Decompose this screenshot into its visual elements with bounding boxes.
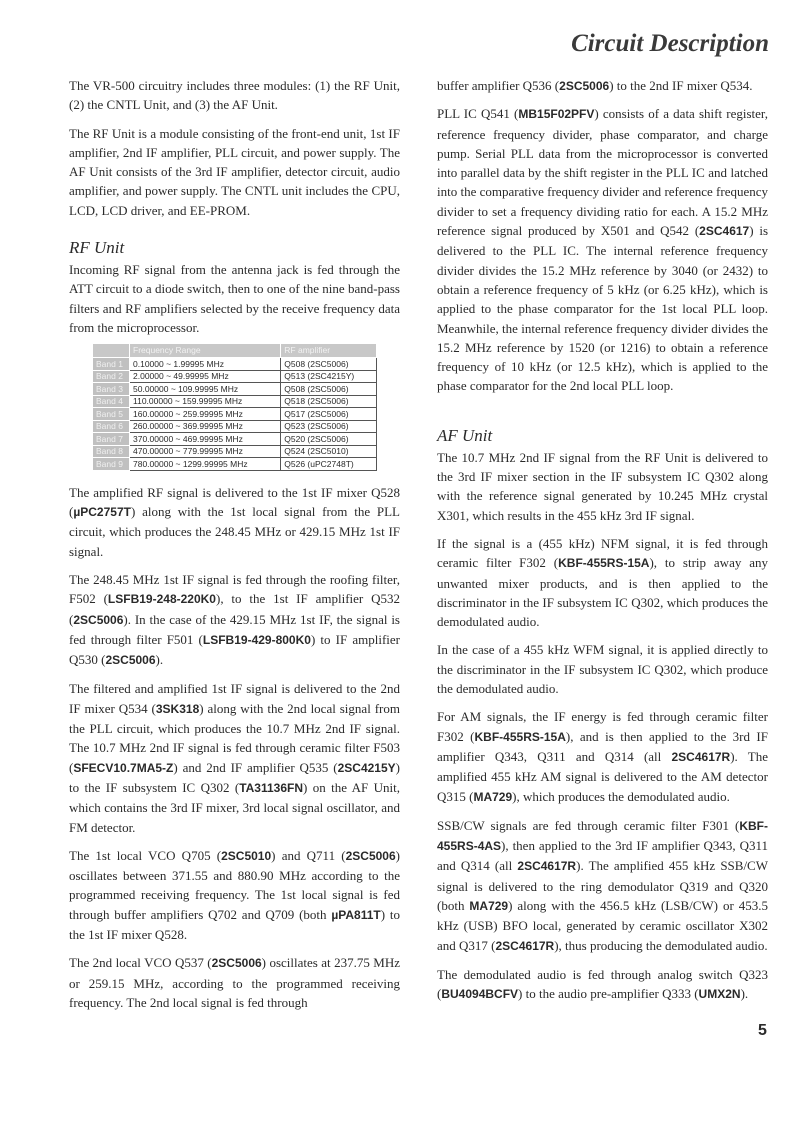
part-number: KBF-455RS-15A [474, 729, 566, 744]
part-number: 3SK318 [155, 701, 200, 716]
paragraph-1st-if-mixer: The amplified RF signal is delivered to the 1st IF mixer Q528 (µPC2757T) along with the 1st local signal from the PLL circuit, which produces the 248.45 MHz or 429.15 MHz 1st IF signal. [69, 484, 400, 559]
part-number: SFECV10.7MA5-Z [73, 760, 174, 775]
table-row [93, 395, 377, 408]
paragraph-3rd-if: The 10.7 MHz 2nd IF signal from the RF Unit is delivered to the 3rd IF mixer section in the IF subsystem IC Q302 along with the reference signal generated by 10.245 MHz crystal X301, which results in the 455 kHz 3rd IF signal. [437, 449, 768, 523]
amp-cell: Q524 (2SC5010) [281, 445, 377, 458]
amp-cell: Q523 (2SC5006) [281, 420, 377, 433]
part-number: BU4094BCFV [441, 987, 519, 1002]
paragraph-2nd-local-vco: The 2nd local VCO Q537 (2SC5006) oscillates at 237.75 MHz or 259.15 MHz, according to the programmed receiving frequency. The 2nd local signal is fed through [69, 955, 400, 1010]
band-cell: Band 2 [93, 370, 130, 383]
header-band [93, 344, 130, 358]
amp-cell: Q517 (2SC5006) [281, 408, 377, 421]
part-number: LSFB19-429-800K0 [202, 632, 311, 647]
part-number: µPA811T [331, 907, 381, 922]
range-cell: 160.00000 ~ 259.99995 MHz [130, 408, 281, 421]
range-cell: 260.00000 ~ 369.99995 MHz [130, 420, 281, 433]
part-number: 2SC5010 [221, 848, 272, 863]
band-table-header [93, 344, 377, 358]
part-number: µPC2757T [73, 505, 131, 520]
table-row [93, 420, 377, 433]
paragraph-incoming-rf: Incoming RF signal from the antenna jack is fed through the ATT circuit to a diode switch, then to one of the nine band-pass filters and RF amplifiers selected by the receive frequency data from the microprocessor. [69, 262, 400, 335]
part-number: KBF-455RS-4AS [437, 818, 768, 854]
range-cell: 2.00000 ~ 49.99995 MHz [130, 370, 281, 383]
table-row [93, 383, 377, 396]
paragraph-demod-audio: The demodulated audio is fed through analog switch Q323 (BU4094BCFV) to the audio pre-amplifier Q333 (UMX2N). [437, 966, 768, 1002]
band-cell: Band 4 [93, 395, 130, 408]
amp-cell: Q526 (uPC2748T) [281, 458, 377, 471]
part-number: 2SC5006 [559, 79, 610, 93]
band-cell: Band 3 [93, 383, 130, 396]
paragraph-pll-ic: PLL IC Q541 (MB15F02PFV) consists of a data shift register, reference frequency divider, phase comparator, and charge pump. Serial PLL data from the microprocessor is converted into parallel data by the shift register in the PLL IC and latched into the comparative frequency divider and reference frequency divider to set a frequency dividing ratio for each. A 15.2 MHz reference signal produced by X501 and Q542 (2SC4617) is delivered to the PLL IC. The internal reference frequency divider divides the 15.2 MHz reference by 3040 (or 2432) to obtain a reference frequency of 5 kHz (or 6.25 kHz), which is applied to the phase comparator for the 1st local PLL loop. Meanwhile, the internal reference frequency divider divides the 15.2 MHz reference by 1520 (or 1216) to obtain a reference frequency of 10 kHz (or 12.5 kHz), which is applied to the phase comparator for the 2nd local PLL loop. [437, 106, 769, 394]
band-cell: Band 1 [93, 358, 130, 371]
band-cell: Band 7 [93, 433, 130, 446]
range-cell: 0.10000 ~ 1.99995 MHz [130, 358, 281, 371]
amp-cell: Q508 (2SC5006) [281, 358, 377, 371]
af-unit-heading: AF Unit [437, 425, 493, 445]
part-number: MA729 [469, 898, 509, 913]
part-number: MA729 [473, 789, 513, 804]
paragraph-rf-module: The RF Unit is a module consisting of the front-end unit, 1st IF amplifier, 2nd IF amplifier, PLL circuit, and power supply. The AF Unit consists of the 3rd IF amplifier, detector circuit, audio amplifier, and power supply. The CNTL unit includes the CPU, LCD, LCD driver, and EE-PROM. [69, 125, 400, 218]
rf-unit-heading: RF Unit [69, 238, 125, 258]
amp-cell: Q508 (2SC5006) [281, 383, 377, 396]
range-cell: 50.00000 ~ 109.99995 MHz [130, 383, 281, 396]
paragraph-1st-local-vco: The 1st local VCO Q705 (2SC5010) and Q711 (2SC5006) oscillates between 371.55 and 880.90 MHz according to the programmed receiving frequency. The 1st local signal is fed through buffer amplifiers Q702 and Q709 (both µPA811T) to the 1st IF mixer Q528. [69, 847, 400, 942]
amp-cell: Q518 (2SC5006) [281, 395, 377, 408]
part-number: 2SC4617R [495, 938, 555, 953]
part-number: 2SC4215Y [337, 760, 396, 775]
header-rf-amplifier: RF amplifier [281, 344, 377, 358]
range-cell: 470.00000 ~ 779.99995 MHz [130, 445, 281, 458]
range-cell: 110.00000 ~ 159.99995 MHz [130, 395, 281, 408]
band-cell: Band 9 [93, 458, 130, 471]
table-row [93, 445, 377, 458]
part-number: 2SC5006 [345, 848, 396, 863]
paragraph-am: For AM signals, the IF energy is fed through ceramic filter F302 (KBF-455RS-15A), and is then applied to the 3rd IF amplifier Q343, Q311 and Q314 (all 2SC4617R). The amplified 455 kHz AM signal is delivered to the AM detector Q315 (MA729), which produces the demodulated audio. [437, 709, 768, 804]
part-number: 2SC4617 [699, 224, 750, 239]
band-cell: Band 6 [93, 420, 130, 433]
paragraph-buffer-amp: buffer amplifier Q536 (2SC5006) to the 2nd IF mixer Q534. [437, 78, 753, 93]
part-number: 2SC4617R [517, 859, 577, 874]
header-frequency-range: Frequency Range [130, 344, 281, 358]
paragraph-nfm: If the signal is a (455 kHz) NFM signal, it is fed through ceramic filter F302 (KBF-455RS-15A), to strip away any unwanted mixer products, and is then applied to the discriminator in the IF subsystem IC Q302, which produces the demodulated audio. [437, 535, 768, 630]
part-number: LSFB19-248-220K0 [107, 592, 216, 607]
paragraph-2nd-if-mixer: The filtered and amplified 1st IF signal is delivered to the 2nd IF mixer Q534 (3SK318) along with the 2nd local signal from the PLL circuit, which produces the 10.7 MHz 2nd IF signal. The 10.7 MHz 2nd IF signal is fed through ceramic filter F503 (SFECV10.7MA5-Z) and 2nd IF amplifier Q535 (2SC4215Y) to the IF subsystem IC Q302 (TA31136FN) on the AF Unit, which contains the 3rd IF mixer, 3rd local signal oscillator, and FM detector. [69, 681, 400, 835]
band-table [92, 343, 377, 471]
part-number: UMX2N [698, 987, 741, 1002]
part-number: 2SC5006 [73, 612, 124, 627]
part-number: 2SC5006 [211, 956, 262, 971]
amp-cell: Q520 (2SC5006) [281, 433, 377, 446]
table-row [93, 433, 377, 446]
part-number: MB15F02PFV [518, 107, 595, 122]
table-row [93, 370, 377, 383]
paragraph-ssb-cw: SSB/CW signals are fed through ceramic filter F301 (KBF-455RS-4AS), then applied to the 3rd IF amplifier Q343, Q311 and Q314 (all 2SC4617R). The amplified 455 kHz SSB/CW signal is delivered to the ring demodulator Q319 and Q320 (both MA729) along with the 456.5 kHz (LSB/CW) or 453.5 kHz (USB) BFO local, generated by ceramic oscillator X302 and Q317 (2SC4617R), thus producing the demodulated audio. [437, 817, 768, 953]
range-cell: 780.00000 ~ 1299.99995 MHz [130, 458, 281, 471]
left-column [69, 76, 400, 1021]
paragraph-wfm: In the case of a 455 kHz WFM signal, it is applied directly to the discriminator in the IF subsystem IC Q302, which produce the demodulated audio. [437, 642, 768, 697]
table-row [93, 458, 377, 471]
band-cell: Band 5 [93, 408, 130, 421]
range-cell: 370.00000 ~ 469.99995 MHz [130, 433, 281, 446]
page-number: 5 [758, 1022, 767, 1039]
part-number: KBF-455RS-15A [558, 556, 650, 571]
paragraph-intro: The VR-500 circuitry includes three modules: (1) the RF Unit, (2) the CNTL Unit, and (3) the AF Unit. [69, 78, 400, 113]
table-row [93, 408, 377, 421]
part-number: TA31136FN [239, 780, 304, 795]
table-row [93, 358, 377, 371]
paragraph-roofing-filter: The 248.45 MHz 1st IF signal is fed through the roofing filter, F502 (LSFB19-248-220K0), to the 1st IF amplifier Q532 (2SC5006). In the case of the 429.15 MHz 1st IF, the signal is fed through filter F501 (LSFB19-429-800K0) to IF amplifier Q530 (2SC5006). [69, 571, 400, 668]
page-header-title: Circuit Description [571, 30, 769, 57]
band-cell: Band 8 [93, 445, 130, 458]
part-number: 2SC5006 [105, 653, 156, 668]
part-number: 2SC4617R [671, 749, 731, 764]
right-column [437, 76, 768, 1013]
amp-cell: Q513 (2SC4215Y) [281, 370, 377, 383]
